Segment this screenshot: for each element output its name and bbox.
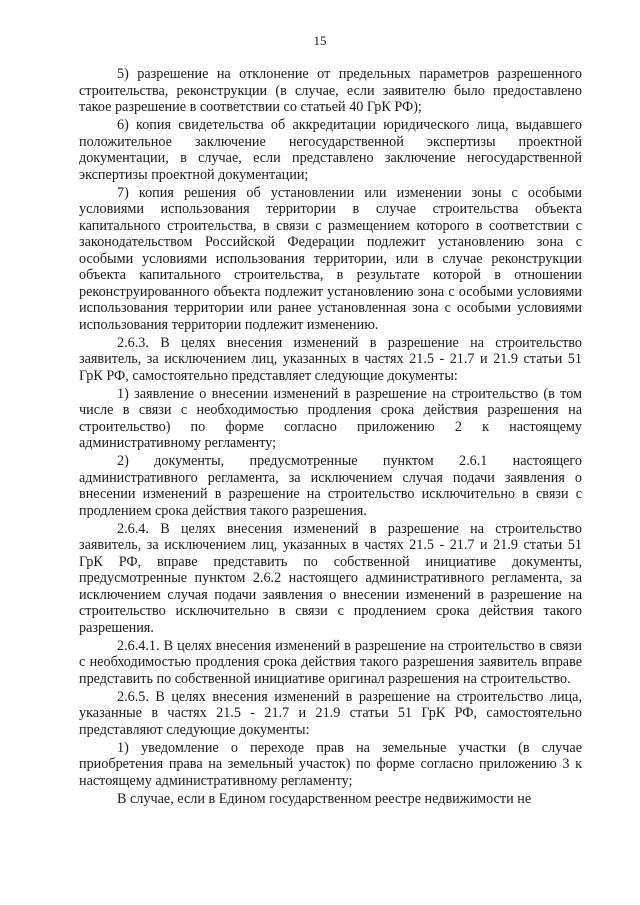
paragraph-continuation: В случае, если в Едином государственном реестре недвижимости не — [117, 790, 532, 807]
paragraph-2-6-5: 2.6.5. В целях внесения изменений в разрешение на строительство лица, указанные в частях 21.5 - 21.7 и 21.9 статьи 51 ГрК РФ, самостоятельно представляют следующие документы: — [79, 688, 582, 738]
paragraph-2-6-3-item-1: 1) заявление о внесении изменений в разрешение на строительство (в том числе в связи с необходимостью продления срока действия разрешения на строительство) по форме согласно приложению 2 к настоящему административному регламенту; — [79, 385, 582, 451]
paragraph-2-6-3: 2.6.3. В целях внесения изменений в разрешение на строительство заявитель, за исключением лиц, указанных в частях 21.5 - 21.7 и 21.9 статьи 51 ГрК РФ, самостоятельно представляет следующие документы: — [79, 334, 582, 384]
paragraph-2-6-3-item-2: 2) документы, предусмотренные пунктом 2.6.1 настоящего административного регламента, за исключением случая подачи заявления о внесении изменений в разрешение на строительство исключительно в связи с продлением срока действия такого разрешения. — [79, 453, 582, 519]
paragraph-item-6: 6) копия свидетельства об аккредитации юридического лица, выдавшего положительное заключение негосударственной экспертизы проектной документации, в случае, если представлено заключение негосударственной экспертизы проектной документации; — [79, 117, 582, 183]
paragraph-item-7: 7) копия решения об установлении или изменении зоны с особыми условиями использования территории в случае строительства объекта капитального строительства, в связи с размещением которого в соответствии с законодательством Российской Федерации подлежит установлению зона с особыми условиями использования территории, или в случае реконструкции объекта капитального строительства, в результате которой в отношении реконструированного объекта подлежит установлению зона с особыми условиями использования территории или ранее установленная зона с особыми условиями использования территории подлежит изменению. — [79, 184, 582, 333]
page-number: 15 — [313, 33, 327, 48]
paragraph-2-6-4-1: 2.6.4.1. В целях внесения изменений в разрешение на строительство в связи с необходимостью продления срока действия такого разрешения заявитель вправе представить по собственной инициативе оригинал разрешения на строительство. — [79, 637, 582, 687]
paragraph-item-5: 5) разрешение на отклонение от предельных параметров разрешенного строительства, реконструкции (в случае, если заявителю было предоставлено такое разрешение в соответствии со статьей 40 ГрК РФ); — [79, 66, 582, 115]
paragraph-2-6-5-item-1: 1) уведомление о переходе прав на земельные участки (в случае приобретения права на земельный участок) по форме согласно приложению 3 к настоящему административному регламенту; — [79, 739, 582, 789]
paragraph-2-6-4: 2.6.4. В целях внесения изменений в разрешение на строительство заявитель, за исключением лиц, указанных в частях 21.5 - 21.7 и 21.9 статьи 51 ГрК РФ, вправе представить по собственной инициативе документы, предусмотренные пунктом 2.6.2 настоящего административного регламента, за исключением случая подачи заявления о внесении изменений в разрешение на строительство исключительно в связи с продлением срока действия такого разрешения. — [79, 520, 582, 636]
document-body — [79, 66, 582, 809]
